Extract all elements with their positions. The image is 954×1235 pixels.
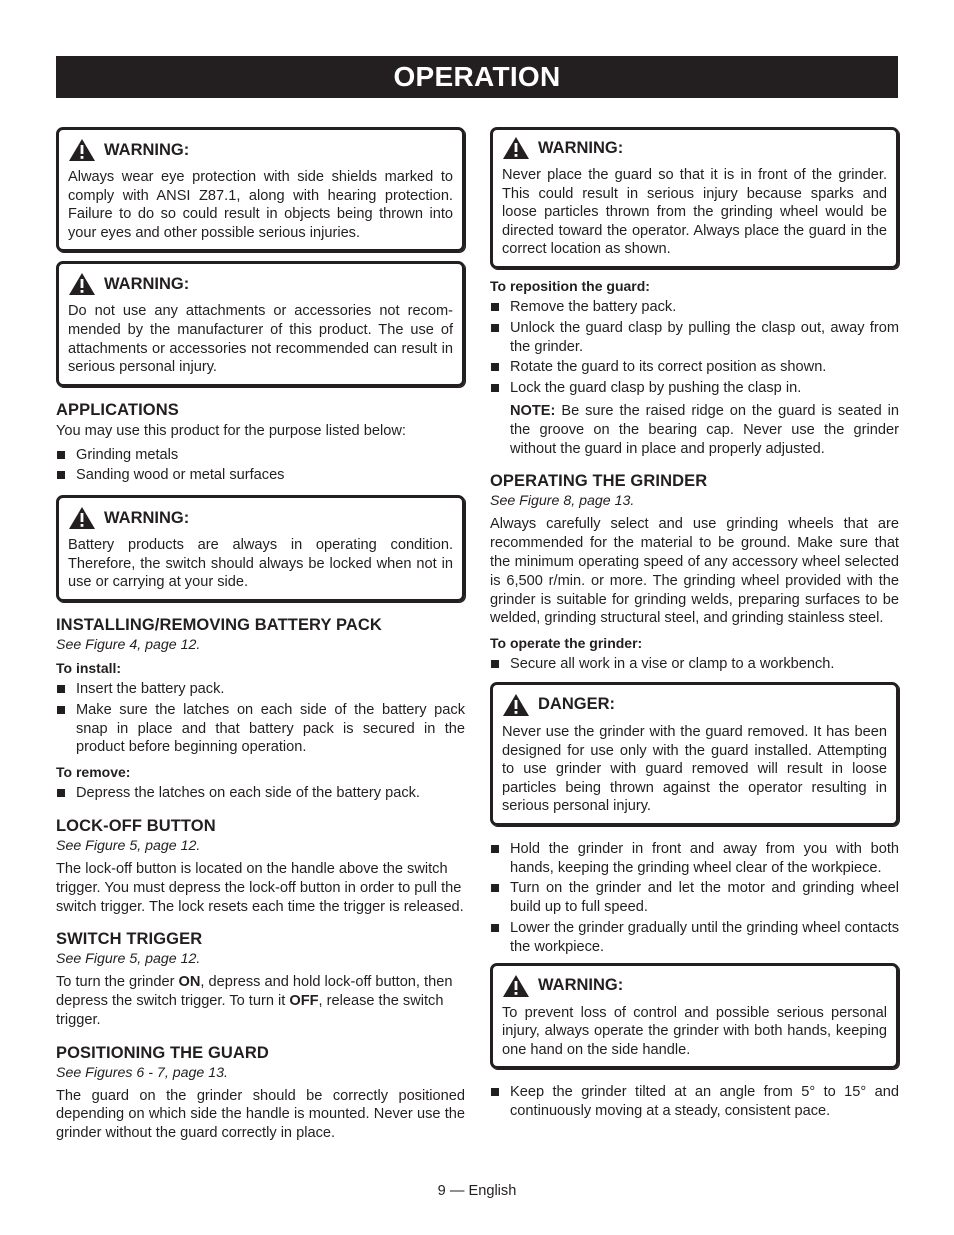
right-column xyxy=(490,127,899,1125)
warning-text: Never place the guard so that it is in front of the grinder. This could result in serious injury because sparks and loose particles thrown from the grinding wheel would be directed toward the operator. Always place the guard in the correct location as shown. xyxy=(502,167,887,258)
warning-box-guard-placement xyxy=(490,127,899,269)
section-heading-lockoff: LOCK-OFF BUTTON xyxy=(56,816,216,835)
list-item: Make sure the latches on each side of the battery pack snap in place and that battery pack is secured in the product before beginning operation. xyxy=(56,701,465,757)
operating-text: Always carefully select and use grinding wheels that are recommended for the material to be ground. Make sure that the minimum operating speed of any accessory wheel selected is 6,500 r/min. or more. The grinding wheel provided with the grinder is suitable for grinding welds, preparing surfaces to be welded, grinding structural steel, and grinding stainless steel. xyxy=(490,516,899,627)
subheading-operate: To operate the grinder: xyxy=(490,635,643,652)
warning-box-both-hands xyxy=(490,963,899,1070)
figure-reference: See Figure 5, page 12. xyxy=(56,837,201,854)
list-item: Secure all work in a vise or clamp to a workbench. xyxy=(490,655,899,674)
install-list xyxy=(56,680,465,757)
warning-text: Do not use any attachments or accessories not recommended by the manufacturer of this product. The use of attachments or accessories not recommended can result in serious personal injury. xyxy=(68,303,453,376)
warning-header xyxy=(68,506,453,530)
note-label: NOTE: xyxy=(510,402,556,419)
warning-header xyxy=(68,272,453,296)
warning-triangle-icon xyxy=(502,693,530,717)
warning-label: WARNING: xyxy=(104,140,190,159)
list-item: Keep the grinder tilted at an angle from 5° to 15° and continuously moving at a steady, consistent pace. xyxy=(490,1083,899,1121)
warning-text: Battery products are always in operating condition. Therefore, the switch should always be locked when not in use or carrying at your side. xyxy=(68,537,453,591)
warning-text: Always wear eye protection with side shields marked to comply with ANSI Z87.1, along with hearing protection. Failure to do so could result in objects being thrown into your eyes and other possible serious injuries. xyxy=(68,169,453,241)
danger-text: Never use the grinder with the guard removed. It has been designed for use only with the guard installed. Attempting to use grinder with guard removed will result in loose particles being thrown against the operator resulting in serious personal injury. xyxy=(502,723,887,815)
switch-text xyxy=(56,973,465,1029)
figure-reference: See Figures 6 - 7, page 13. xyxy=(56,1064,228,1081)
section-heading-battery: INSTALLING/REMOVING BATTERY PACK xyxy=(56,615,382,634)
list-item: Unlock the guard clasp by pulling the clasp out, away from the grinder. xyxy=(490,319,899,357)
reposition-list xyxy=(490,298,899,398)
final-list xyxy=(490,1083,899,1121)
warning-triangle-icon xyxy=(68,506,96,530)
warning-header xyxy=(502,136,887,160)
danger-box xyxy=(490,682,899,826)
figure-reference: See Figure 8, page 13. xyxy=(490,493,635,510)
switch-text-part: To turn the grinder xyxy=(56,974,179,991)
warning-header xyxy=(502,974,887,998)
warning-label: WARNING: xyxy=(538,976,624,995)
subheading-remove: To remove: xyxy=(56,764,131,781)
warning-header xyxy=(68,138,453,162)
left-column xyxy=(56,127,465,1148)
warning-triangle-icon xyxy=(502,974,530,998)
page-number: 9 — English xyxy=(437,1183,517,1199)
list-item: Rotate the guard to its correct position as shown. xyxy=(490,358,899,377)
operate-list xyxy=(490,655,899,674)
warning-label: WARNING: xyxy=(104,274,190,293)
guard-text: The guard on the grinder should be correctly positioned depending on which side the handle is mounted. Never use the grinder without the guard correctly in place. xyxy=(56,1087,465,1142)
list-item: Lock the guard clasp by pushing the clasp in. xyxy=(490,379,899,398)
section-heading-operating: OPERATING THE GRINDER xyxy=(490,472,708,491)
applications-list xyxy=(56,446,465,486)
warning-box-attachments xyxy=(56,261,465,386)
page-footer xyxy=(0,1183,954,1199)
subheading-install: To install: xyxy=(56,659,122,676)
applications-intro: You may use this product for the purpose listed below: xyxy=(56,422,406,439)
warning-box-battery xyxy=(56,495,465,602)
note-body: Be sure the raised ridge on the guard is seated in the groove on the bearing cap. Never use the grinder without the guard in place and properly adjusted. xyxy=(510,402,899,457)
list-item: Turn on the grinder and let the motor and grinding wheel build up to full speed. xyxy=(490,879,899,917)
switch-off-keyword: OFF xyxy=(289,993,319,1010)
warning-box-eye-protection xyxy=(56,127,465,252)
warning-label: WARNING: xyxy=(538,138,624,157)
switch-text-part: , release the switch trigger. xyxy=(56,993,444,1028)
danger-label: DANGER: xyxy=(538,695,615,714)
warning-triangle-icon xyxy=(502,136,530,160)
list-item: Lower the grinder gradually until the grinding wheel contacts the workpiece. xyxy=(490,919,899,957)
warning-label: WARNING: xyxy=(104,508,190,527)
switch-text-part: , depress and hold lock-off button, then depress the switch trigger. To turn it xyxy=(56,974,453,1010)
section-heading-switch: SWITCH TRIGGER xyxy=(56,930,203,949)
warning-triangle-icon xyxy=(68,272,96,296)
operating-steps-list xyxy=(490,840,899,957)
remove-list xyxy=(56,784,465,803)
switch-on-keyword: ON xyxy=(178,974,201,991)
list-item: Remove the battery pack. xyxy=(490,298,899,317)
section-heading-applications: APPLICATIONS xyxy=(56,400,179,419)
danger-header xyxy=(502,693,887,717)
list-item: Hold the grinder in front and away from you with both hands, keeping the grinding wheel clear of the workpiece. xyxy=(490,840,899,878)
figure-reference: See Figure 4, page 12. xyxy=(56,636,201,653)
section-heading-guard: POSITIONING THE GUARD xyxy=(56,1043,269,1062)
section-banner xyxy=(56,56,898,98)
list-item: Depress the latches on each side of the battery pack. xyxy=(56,784,465,803)
note-text xyxy=(490,402,899,458)
lockoff-text: The lock-off button is located on the handle above the switch trigger. You must depress the lock-off button in order to pull the switch trigger. The lock resets each time the trigger is released. xyxy=(56,860,464,915)
page-title: OPERATION xyxy=(393,61,561,92)
warning-text: To prevent loss of control and possible serious personal injury, always operate the grinder with both hands, keeping one hand on the side handle. xyxy=(502,1004,887,1058)
list-item: Sanding wood or metal surfaces xyxy=(56,466,465,485)
figure-reference: See Figure 5, page 12. xyxy=(56,951,201,968)
subheading-reposition: To reposition the guard: xyxy=(490,277,650,294)
list-item: Insert the battery pack. xyxy=(56,680,465,699)
warning-triangle-icon xyxy=(68,138,96,162)
list-item: Grinding metals xyxy=(56,446,465,465)
